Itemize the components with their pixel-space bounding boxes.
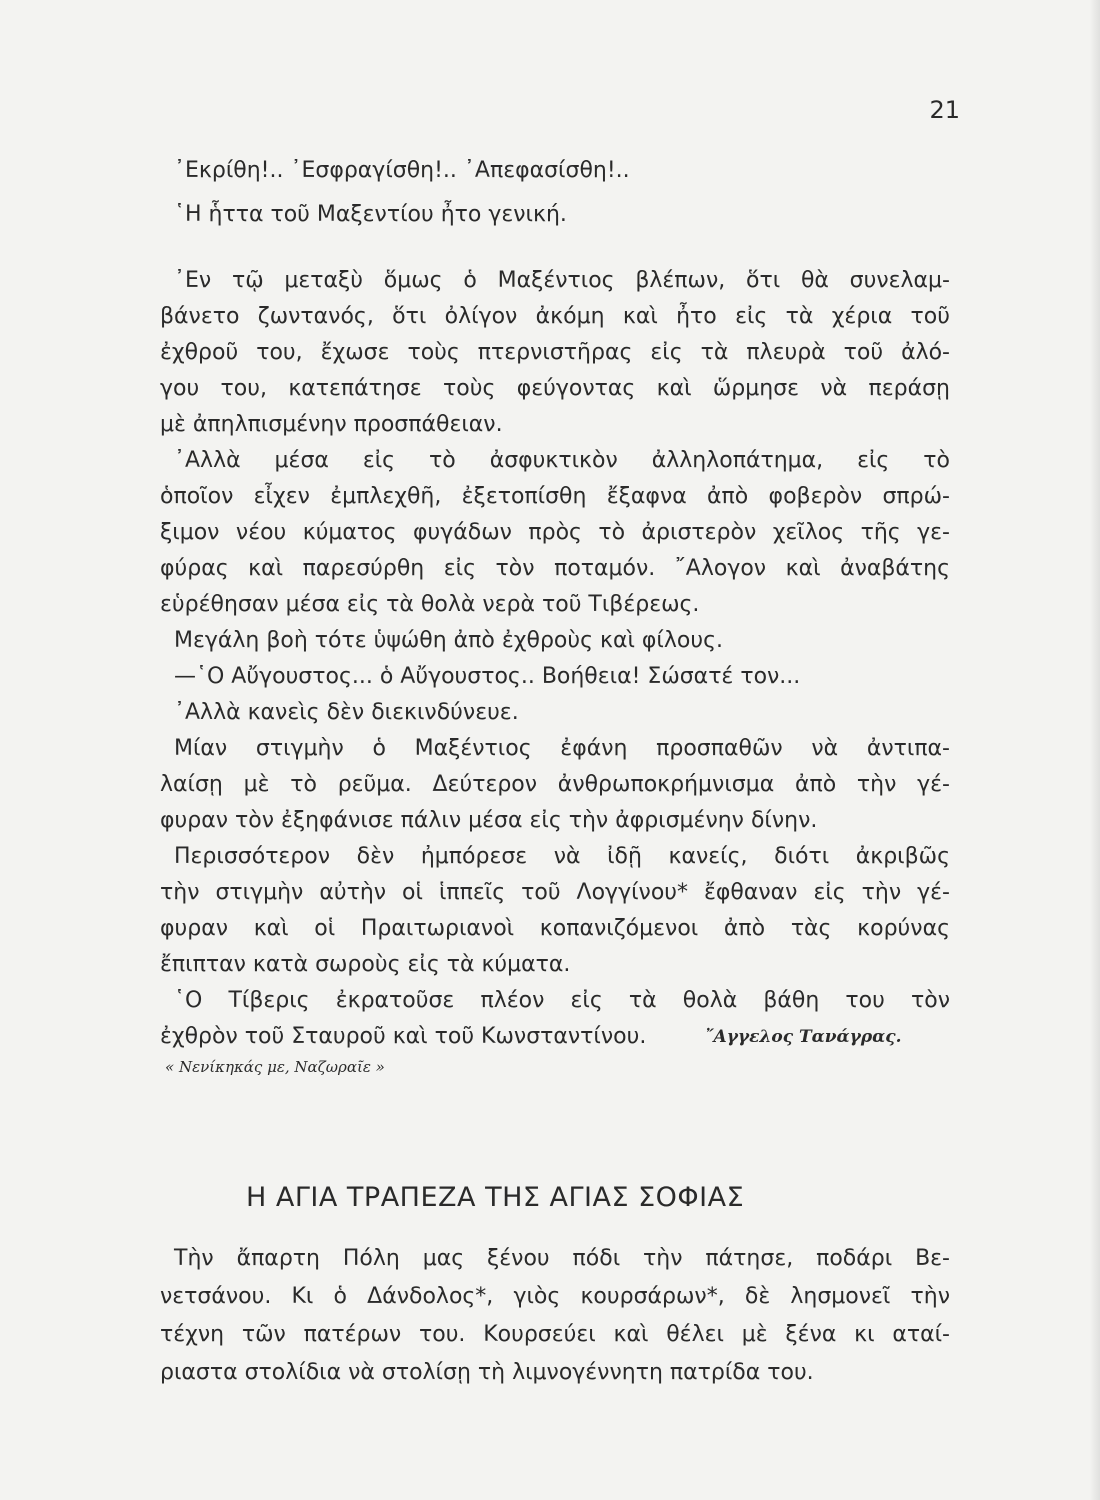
text-line: ᾿Αλλὰ μέσα εἰς τὸ ἀσφυκτικὸν ἀλληλοπάτημα, εἰς τὸ: [174, 448, 950, 473]
text-line: —῾Ο Αὔγουστος... ὁ Αὔγουστος.. Βοήθεια! Σώσατέ τον...: [174, 664, 801, 689]
text-line: ᾿Εν τῷ μεταξὺ ὅμως ὁ Μαξέντιος βλέπων, ὅτι θὰ συνελαμ-: [174, 268, 950, 293]
text-line: γου του, κατεπάτησε τοὺς φεύγοντας καὶ ὥρμησε νὰ περάσῃ: [160, 376, 950, 401]
text-line: ᾿Εκρίθη!.. ᾿Εσφραγίσθη!.. ᾿Απεφασίσθη!..: [174, 158, 630, 183]
text-line: βάνετο ζωντανός, ὅτι ὀλίγον ἀκόμη καὶ ἦτο εἰς τὰ χέρια τοῦ: [160, 304, 950, 329]
text-line: ῾Η ἧττα τοῦ Μαξεντίου ἦτο γενική.: [174, 202, 567, 227]
text-line: ῾Ο Τίβερις ἐκρατοῦσε πλέον εἰς τὰ θολὰ βάθη του τὸν: [174, 988, 950, 1013]
illustration-caption: « Νενίκηκάς με, Ναζωραῖε »: [165, 1058, 385, 1076]
text-line: Περισσότερον δὲν ἠμπόρεσε νὰ ἰδῇ κανείς, διότι ἀκριβῶς: [174, 844, 950, 869]
author-signature: ῎Αγγελος Τανάγρας.: [705, 1027, 902, 1047]
text-line: Τὴν ἄπαρτη Πόλη μας ξένου πόδι τὴν πάτησε, ποδάρι Βε-: [174, 1246, 950, 1271]
text-line: ὁποῖον εἶχεν ἐμπλεχθῆ, ἐξετοπίσθη ἔξαφνα ἀπὸ φοβερὸν σπρώ-: [160, 484, 950, 509]
section-heading: Η ΑΓΙΑ ΤΡΑΠΕΖΑ ΤΗΣ ΑΓΙΑΣ ΣΟΦΙΑΣ: [246, 1182, 745, 1213]
page-edge-shadow: [1090, 0, 1100, 1500]
text-line: ἐχθρὸν τοῦ Σταυροῦ καὶ τοῦ Κωνσταντίνου.: [160, 1024, 647, 1049]
page-number: 21: [929, 96, 960, 124]
text-line: ἔπιπταν κατὰ σωροὺς εἰς τὰ κύματα.: [160, 952, 571, 977]
text-line: ξιμον νέου κύματος φυγάδων πρὸς τὸ ἀριστερὸν χεῖλος τῆς γε-: [160, 520, 950, 545]
text-line: ἐχθροῦ του, ἔχωσε τοὺς πτερνιστῆρας εἰς τὰ πλευρὰ τοῦ ἀλό-: [160, 340, 950, 365]
text-line: νετσάνου. Κι ὁ Δάνδολος*, γιὸς κουρσάρων*, δὲ λησμονεῖ τὴν: [160, 1284, 950, 1309]
text-line: φυραν τὸν ἐξηφάνισε πάλιν μέσα εἰς τὴν ἀφρισμένην δίνην.: [160, 808, 818, 833]
text-line: εὑρέθησαν μέσα εἰς τὰ θολὰ νερὰ τοῦ Τιβέρεως.: [160, 592, 700, 617]
text-line: φύρας καὶ παρεσύρθη εἰς τὸν ποταμόν. ῎Αλογον καὶ ἀναβάτης: [160, 556, 950, 581]
text-line: Μεγάλη βοὴ τότε ὑψώθη ἀπὸ ἐχθροὺς καὶ φίλους.: [174, 628, 723, 653]
text-line: λαίσῃ μὲ τὸ ρεῦμα. Δεύτερον ἀνθρωποκρήμνισμα ἀπὸ τὴν γέ-: [160, 772, 950, 797]
text-line: φυραν καὶ οἱ Πραιτωριανοὶ κοπανιζόμενοι ἀπὸ τὰς κορύνας: [160, 916, 950, 941]
text-line: τέχνη τῶν πατέρων του. Κουρσεύει καὶ θέλει μὲ ξένα κι αταί-: [160, 1322, 950, 1347]
text-line: μὲ ἀπηλπισμένην προσπάθειαν.: [160, 412, 503, 437]
text-line: ριαστα στολίδια νὰ στολίσῃ τὴ λιμνογέννητη πατρίδα του.: [160, 1360, 814, 1385]
text-line: τὴν στιγμὴν αὐτὴν οἱ ἱππεῖς τοῦ Λογγίνου* ἔφθαναν εἰς τὴν γέ-: [160, 880, 950, 905]
text-line: Μίαν στιγμὴν ὁ Μαξέντιος ἐφάνη προσπαθῶν νὰ ἀντιπα-: [174, 736, 950, 761]
text-line: ᾿Αλλὰ κανεὶς δὲν διεκινδύνευε.: [174, 700, 519, 725]
